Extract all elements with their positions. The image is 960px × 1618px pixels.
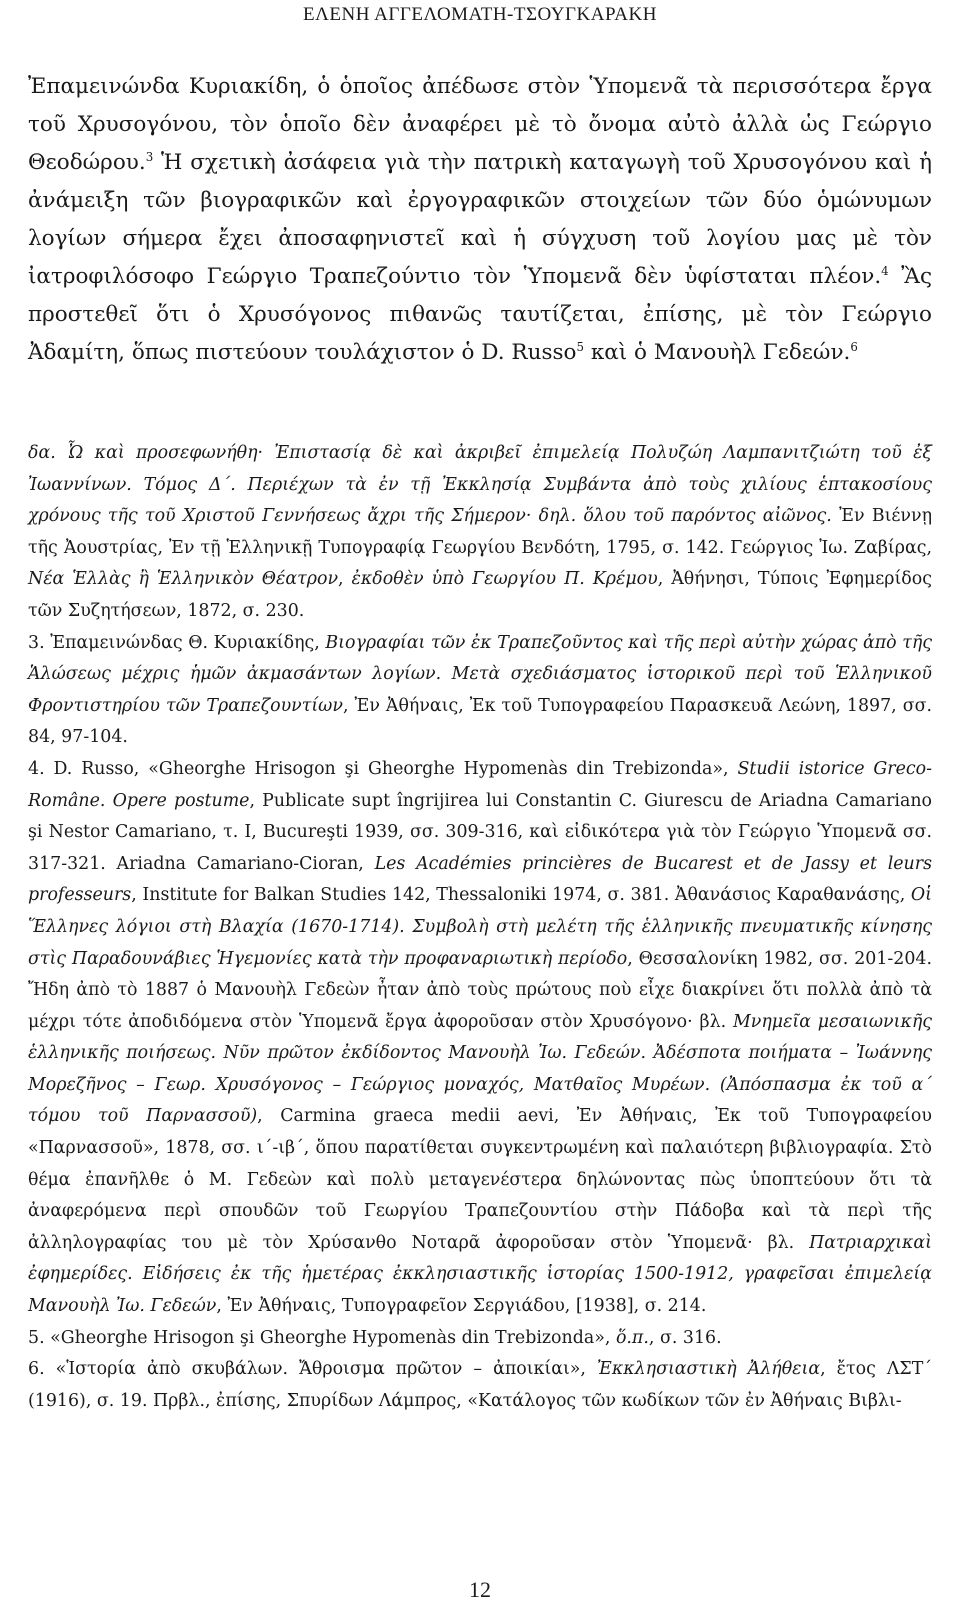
footnote-6	[28, 1354, 932, 1417]
body-text: Ἂς προστεθεῖ ὅτι ὁ Χρυσόγονος πιθανῶς ταυτίζεται, ἐπίσης, μὲ τὸν Γεώργιο Ἀδαμίτη, ὅπως πιστεύουν τουλάχιστον ὁ D. Russo	[28, 264, 932, 365]
main-text	[28, 68, 932, 372]
footnote-text: , Ἐν Ἀθήναις, Ἐκ τοῦ Τυπογραφείου Παρασκευᾶ Λεώνη, 1897, σσ. 84, 97-104.	[28, 695, 932, 748]
footnote-italic: ὅ.π.	[615, 1327, 649, 1348]
footnote-italic: Μνημεῖα μεσαιωνικῆς ἑλληνικῆς ποιήσεως. Νῦν πρῶτον ἐκδίδοντος Μανουὴλ Ἰω. Γεδεών. Ἀδέσποτα ποιήματα – Ἰωάννης Μορεζῆνος – Γεωρ. Χρυσόγονος – Γεώργιος μοναχός, Ματθαῖος Μυρέων. (Ἀπόσπασμα ἐκ τοῦ α΄ τόμου τοῦ Παρνασσοῦ)	[28, 1011, 933, 1127]
footnote-text: Ἐν Βιέννῃ τῆς Ἀουστρίας, Ἐν τῇ Ἑλληνικῇ Τυπογραφίᾳ Γεωργίου Βενδότη, 1795, σ. 142. Γεώργιος Ἰω. Ζαβίρας,	[28, 506, 932, 558]
footnote-text: 5. «Gheorghe Hrisogon şi Gheorghe Hypomenàs din Trebizonda»,	[28, 1327, 616, 1348]
footnote-italic: δα. Ὦ καὶ προσεφωνήθη· Ἐπιστασίᾳ δὲ καὶ ἀκριβεῖ ἐπιμελείᾳ Πολυζώη Λαμπανιτζιώτη τοῦ ἐξ Ἰωαννίνων. Τόμος Δ΄. Περιέχων τὰ ἐν τῇ Ἐκκλησίᾳ Συμβάντα ἀπὸ τοὺς χιλίους ἑπτακοσίους χρόνους τῆς τοῦ Χριστοῦ Γεννήσεως ἄχρι τῆς Σήμερον· δηλ. ὅλου τοῦ παρόντος αἰῶνος.	[28, 443, 932, 527]
footnote-italic: Βιογραφίαι τῶν ἐκ Τραπεζοῦντος καὶ τῆς περὶ αὐτὴν χώρας ἀπὸ τῆς Ἁλώσεως μέχρις ἡμῶν ἀκμασάντων λογίων. Μετὰ σχεδιάσματος ἱστορικοῦ περὶ τοῦ Ἑλληνικοῦ Φροντιστηρίου τῶν Τραπεζουντίων	[28, 632, 932, 716]
footnote-text: 6. «Ἱστορία ἀπὸ σκυβάλων. Ἄθροισμα πρῶτον – ἀποικίαι»,	[28, 1359, 598, 1380]
footnote-italic: ἐκδοθὲν ὑπὸ Γεωργίου Π. Κρέμου	[351, 569, 658, 590]
footnote-text: , ἔτος ΛΣΤ΄ (1916), σ. 19. Πρβλ., ἐπίσης, Σπυρίδων Λάμπρος, «Κατάλογος τῶν κωδίκων τῶν ἐν Ἀθήναις Βιβλι-	[28, 1359, 933, 1411]
footnote-ref-5[interactable]: 5	[576, 339, 584, 354]
footnote-text: , Ἐν Ἀθήναις, Τυπογραφεῖον Σεργιάδου, [1938], σ. 214.	[216, 1296, 707, 1317]
footnote-italic: Les Académies princières de Bucarest et de Jassy et leurs professeurs	[28, 853, 932, 906]
footnote-italic: Οἱ Ἕλληνες λόγιοι στὴ Βλαχία (1670-1714). Συμβολὴ στὴ μελέτη τῆς ἑλληνικῆς πνευματικῆς κίνησης στὶς Παραδουνάβιες Ἡγεμονίες κατὰ τὴν προφαναριωτικὴ περίοδο	[28, 885, 932, 969]
footnote-ref-4[interactable]: 4	[881, 263, 889, 278]
footnote-continuation	[28, 438, 932, 628]
footnote-italic: Ἐκκλησιαστικὴ Ἀλήθεια	[597, 1359, 821, 1380]
footnote-text: , Carmina graeca medii aevi, Ἐν Ἀθήναις, Ἐκ τοῦ Τυπογραφείου «Παρνασσοῦ», 1878, σσ. ι΄-ιβ΄, ὅπου παρατίθεται συγκεντρωμένη καὶ παλαιότερη βιβλιογραφία. Στὸ θέμα ἐπανῆλθε ὁ Μ. Γεδεὼν καὶ πολὺ μεταγενέστερα δηλώνοντας πὼς ὑποπτεύουν ὅτι τὰ ἀναφερόμενα περὶ σπουδῶν τοῦ Γεωργίου Τραπεζουντίου στὴν Πάδοβα καὶ τὰ περὶ τῆς ἀλληλογραφίας του μὲ τὸν Χρύσανθο Νοταρᾶ ἀφοροῦσαν στὸν Ὑπομενᾶ· βλ.	[28, 1106, 932, 1253]
footnote-text: , σ. 316.	[648, 1327, 722, 1348]
footnote-italic: Νέα Ἑλλὰς ἢ Ἑλληνικὸν Θέατρον	[28, 569, 339, 590]
footnote-italic: Studii istorice Greco-Române. Opere postume	[28, 758, 932, 811]
footnote-text: , Θεσσαλονίκη 1982, σσ. 201-204. Ἤδη ἀπὸ τὸ 1887 ὁ Μανουὴλ Γεδεὼν ἦταν ἀπὸ τοὺς πρώτους ποὺ εἶχε διακρίνει ὅτι πολλὰ ἀπὸ τὰ μέχρι τότε ἀποδιδόμενα στὸν Ὑπομενᾶ ἔργα ἀφοροῦσαν στὸν Χρυσόγονο· βλ.	[28, 948, 932, 1032]
footnote-text: , Institute for Balkan Studies 142, Thessaloniki 1974, σ. 381. Ἀθανάσιος Καραθανάσης,	[131, 885, 911, 906]
footnote-text: , Publicate supt îngrijirea lui Constantin C. Giurescu de Ariadna Camariano şi Nestor Camariano, τ. I, Bucureşti 1939, σσ. 309-316, καὶ εἰδικότερα γιὰ τὸν Γεώργιο Ὑπομενᾶ σσ. 317-321. Ariadna Camariano-Cioran,	[28, 790, 932, 874]
footnote-text: , Ἀθήνησι, Τύποις Ἐφημερίδος τῶν Συζητήσεων, 1872, σ. 230.	[28, 569, 932, 621]
running-head: ΕΛΕΝΗ ΑΓΓΕΛΟΜΑΤΗ-ΤΣΟΥΓΚΑΡΑΚΗ	[303, 4, 657, 25]
footnote-ref-3[interactable]: 3	[145, 149, 154, 164]
footnote-italic: Πατριαρχικαὶ ἐφημερίδες. Εἰδήσεις ἐκ τῆς ἡμετέρας ἐκκλησιαστικῆς ἱστορίας 1500-1912, γραφεῖσαι ἐπιμελείᾳ Μανουὴλ Ἰω. Γεδεών	[28, 1232, 932, 1317]
footnote-ref-6[interactable]: 6	[850, 339, 858, 354]
footnote-text: 3. Ἐπαμεινώνδας Θ. Κυριακίδης,	[28, 632, 326, 653]
body-text: Ἐπαμεινώνδα Κυριακίδη, ὁ ὁποῖος ἀπέδωσε στὸν Ὑπομενᾶ τὰ περισσότερα ἔργα τοῦ Χρυσογόνου, τὸν ὁποῖο δὲν ἀναφέρει μὲ τὸ ὄνομα αὐτὸ ἀλλὰ ὡς Γεώργιο Θεοδώρου.	[28, 74, 932, 175]
footnotes	[28, 438, 932, 1417]
body-paragraph	[28, 68, 932, 372]
body-text: Ἡ σχετικὴ ἀσάφεια γιὰ τὴν πατρικὴ καταγωγὴ τοῦ Χρυσογόνου καὶ ἡ ἀνάμειξη τῶν βιογραφικῶν καὶ ἐργογραφικῶν στοιχείων τῶν δύο ὁμώνυμων λογίων σήμερα ἔχει ἀποσαφηνιστεῖ καὶ ἡ σύγχυση τοῦ λογίου μας μὲ τὸν ἰατροφιλόσοφο Γεώργιο Τραπεζούντιο τὸν Ὑπομενᾶ δὲν ὑφίσταται πλέον.	[28, 150, 932, 289]
body-text: καὶ ὁ Μανουὴλ Γεδεών.	[584, 340, 851, 365]
footnote-text: 4. D. Russo, «Gheorghe Hrisogon şi Gheorghe Hypomenàs din Trebizonda»,	[28, 758, 738, 779]
footnote-4	[28, 754, 932, 1323]
page-number: 12	[469, 1577, 491, 1602]
footnote-text: ,	[338, 569, 352, 590]
footnote-5	[28, 1323, 932, 1355]
footnote-3	[28, 628, 932, 754]
